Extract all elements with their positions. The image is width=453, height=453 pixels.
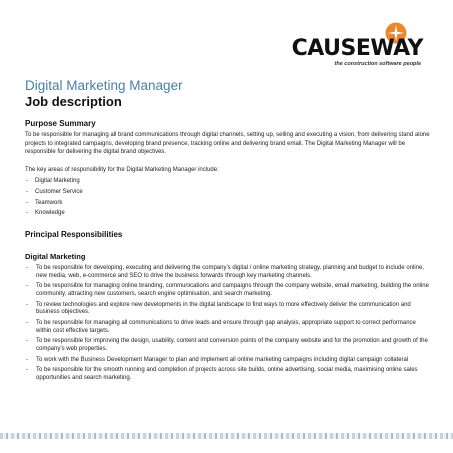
principal-heading: Principal Responsibilities [25, 229, 123, 239]
list-item: - To be responsible for managing online branding, communications and campaigns through the company website, email marketing, building the online community, attracting new customers, search engine optimisation, and search marketing. [25, 283, 430, 299]
list-item: - To work with the Business Development Manager to plan and implement all online marketing campaigns including digital campaign collateral [25, 357, 430, 365]
list-item: - To be responsible for improving the design, usability, content and conversion points of the company website and for the promotion and growth of the company’s web properties. [25, 338, 430, 354]
areas-list [25, 177, 430, 217]
list-item: - To be responsible for managing all communications to drive leads and ensure through gap analysis, appropriate support to correct performance within cost effective targets. [25, 320, 430, 336]
document-subtitle: Job description [25, 94, 122, 109]
list-item: - Customer Service [25, 188, 430, 197]
list-item: - To be responsible for the smooth running and completion of projects across site builds, online advertising, social media, maximising online sales opportunities and search marketing. [25, 367, 430, 383]
document-body [25, 119, 430, 386]
list-item: - To review technologies and explore new developments in the digital landscape to find ways to more effectively deliver the communication and business objectives. [25, 302, 430, 318]
list-item: - Digital Marketing [25, 177, 430, 186]
logo-wordmark: CAUSEWAY [291, 36, 423, 61]
digital-marketing-subheading: Digital Marketing [25, 251, 86, 261]
list-item: - Knowledge [25, 209, 430, 218]
areas-intro: The key areas of responsibility for the Digital Marketing Manager include: [25, 166, 219, 173]
footer-decorative-strip [0, 433, 453, 439]
logo-tagline: the construction software people [334, 61, 421, 67]
purpose-text: To be responsible for managing all brand communications through digital channels, setting up, selling and executing a vision, from delivering stand alone projects to integrated campaigns, developing brand presence, tracking online and delivering brand email. The Digital Marketing Manager will be responsible for delivering the digital brand objectives. [25, 132, 430, 156]
causeway-logo [291, 22, 423, 68]
purpose-heading: Purpose Summary [25, 119, 96, 128]
document-title: Digital Marketing Manager [25, 78, 183, 93]
list-item: - Teamwork [25, 199, 430, 208]
list-item: - To be responsible for developing, executing and delivering the company’s digital / online marketing strategy, planning and budget to include online, new media, web, e-commerce and SEO to drive the business forwards through key marketing channels. [25, 265, 430, 281]
responsibilities-list [25, 265, 430, 383]
